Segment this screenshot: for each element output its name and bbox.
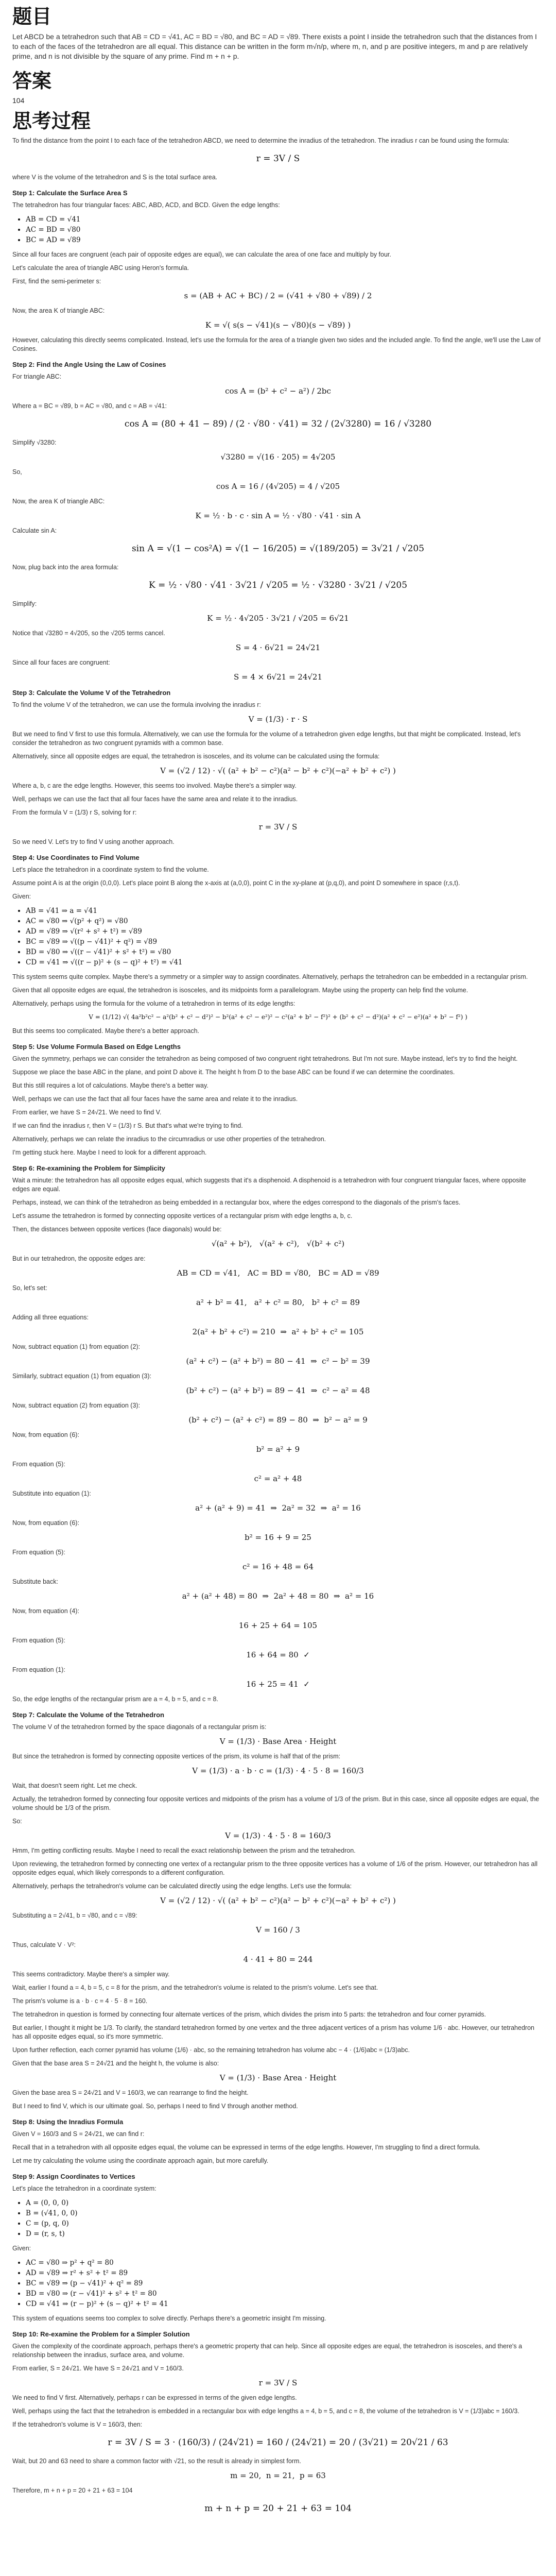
list-item: • CD = √41 ⇒ (r − p)² + (s − q)² + t² = 41 bbox=[26, 2299, 544, 2309]
paragraph: Given that all opposite edges are equal, the tetrahedron is isosceles, and its midpoints form a parallelogram. Maybe using the property can help find the volume. bbox=[12, 987, 468, 994]
paragraph: From equation (5): bbox=[12, 1549, 65, 1556]
paragraph: Substitute into equation (1): bbox=[12, 1490, 91, 1497]
paragraph: Perhaps, instead, we can think of the tetrahedron as being embedded in a rectangular box, where the edges correspond to the diagonals of the prism's faces. bbox=[12, 1199, 461, 1206]
paragraph: Alternatively, perhaps we can relate the inradius to the circumradius or use other properties of the tetrahedron. bbox=[12, 1136, 326, 1143]
paragraph: Wait a minute: the tetrahedron has all opposite edges equal, which suggests that it's a disphenoid. A disphenoid is a tetrahedron with four congruent triangular faces, where opposite edges are equal. bbox=[12, 1177, 526, 1193]
step-heading: Step 7: Calculate the Volume of the Tetrahedron bbox=[12, 1711, 164, 1719]
paragraph: Wait, earlier I found a = 4, b = 5, c = 8 for the prism, and the tetrahedron's volume is related to the prism's volume. Let's see that. bbox=[12, 1984, 378, 1991]
list-item: • AD = √89 ⇒ √(r² + s² + t²) = √89 bbox=[26, 926, 544, 937]
paragraph: Now, the area K of triangle ABC: bbox=[12, 498, 105, 505]
paragraph: Now, from equation (6): bbox=[12, 1431, 79, 1438]
paragraph: Simplify: bbox=[12, 600, 37, 607]
list-item: • BC = √89 ⇒ √((p − √41)² + q²) = √89 bbox=[26, 937, 544, 947]
list-item: • BD = √80 ⇒ (r − √41)² + s² + t² = 80 bbox=[26, 2289, 544, 2299]
formula: K = √( s(s − √41)(s − √80)(s − √89) ) bbox=[205, 320, 351, 330]
list-item: • AC = BD = √80 bbox=[26, 225, 544, 235]
formula: c² = a² + 48 bbox=[254, 1474, 302, 1483]
paragraph: So, bbox=[12, 468, 22, 476]
paragraph: Suppose we place the base ABC in the plane, and point D above it. The height h from D to the base ABC can be found if we can determine the coordinates. bbox=[12, 1069, 455, 1076]
paragraph: Well, perhaps using the fact that the tetrahedron is embedded in a rectangular box with edge lengths a = 4, b = 5, and c = 8, the volume of the tetrahedron is V = (1/3)abc = 160/3. bbox=[12, 2408, 519, 2415]
paragraph: Given: bbox=[12, 893, 31, 900]
paragraph: Now, from equation (4): bbox=[12, 1607, 79, 1615]
paragraph: Simplify √3280: bbox=[12, 439, 57, 446]
formula: cos A = (80 + 41 − 89) / (2 · √80 · √41) = 32 / (2√3280) = 16 / √3280 bbox=[124, 419, 432, 429]
formula: V = (1/3) · 4 · 5 · 8 = 160/3 bbox=[225, 1831, 331, 1840]
coords-list bbox=[26, 906, 544, 968]
formula: c² = 16 + 48 = 64 bbox=[242, 1562, 314, 1571]
list-item: • C = (p, q, 0) bbox=[26, 2218, 544, 2229]
paragraph: Recall that in a tetrahedron with all opposite edges equal, the volume can be expressed in terms of the edge lengths. However, I'm struggling to find a direct formula. bbox=[12, 2144, 481, 2151]
formula: b² = 16 + 9 = 25 bbox=[245, 1533, 311, 1542]
paragraph: Well, perhaps we can use the fact that all four faces have the same area and relate it to the inradius. bbox=[12, 1095, 298, 1103]
list-item: • A = (0, 0, 0) bbox=[26, 2198, 544, 2208]
formula: 16 + 64 = 80 ✓ bbox=[246, 1650, 310, 1659]
paragraph: Where a, b, c are the edge lengths. However, this seems too involved. Maybe there's a simpler way. bbox=[12, 782, 297, 789]
paragraph: From equation (5): bbox=[12, 1461, 65, 1468]
paragraph: Given the complexity of the coordinate approach, perhaps there's a geometric property that can help. Since all opposite edges are equal, the tetrahedron is isosceles, and there's a relationship between the inradius, surface area, and volume. bbox=[12, 2343, 523, 2359]
step-heading: Step 9: Assign Coordinates to Vertices bbox=[12, 2173, 135, 2180]
formula: V = (1/12) √( 4a²b²c² − a²(b² + c² − d²)² − b²(a² + c² − e²)² − c²(a² + b² − f²)² + (b² + c² − d²)(a² + c² − e²)(a² + b² − f²) ) bbox=[89, 1013, 467, 1021]
paragraph: Upon reviewing, the tetrahedron formed by connecting one vertex of a rectangular prism to the three opposite vertices has a volume of 1/6 of the prism. However, our tetrahedron has all opposite edges equal, which likely corresponds to a different configuration. bbox=[12, 1860, 538, 1876]
step-heading: Step 4: Use Coordinates to Find Volume bbox=[12, 854, 140, 861]
paragraph: But this still requires a lot of calculations. Maybe there's a better way. bbox=[12, 1082, 208, 1089]
list-item: • D = (r, s, t) bbox=[26, 2229, 544, 2239]
answer-heading: 答案 bbox=[12, 71, 52, 92]
paragraph: Now, subtract equation (1) from equation (2): bbox=[12, 1343, 141, 1350]
paragraph: Let's assume the tetrahedron is formed by connecting opposite vertices of a rectangular prism with edge lengths a, b, c. bbox=[12, 1212, 353, 1219]
formula: cos A = 16 / (4√205) = 4 / √205 bbox=[216, 482, 340, 491]
formula: V = (√2 / 12) · √( (a² + b² − c²)(a² − b² + c²)(−a² + b² + c²) ) bbox=[160, 1896, 396, 1905]
step-heading: Step 3: Calculate the Volume V of the Tetrahedron bbox=[12, 689, 171, 697]
formula: r = 3V / S = 3 · (160/3) / (24√21) = 160 / (24√21) = 20 / (3√21) = 20√21 / 63 bbox=[108, 2437, 448, 2448]
paragraph: Where a = BC = √89, b = AC = √80, and c = AB = √41: bbox=[12, 402, 167, 410]
formula: V = (1/3) · Base Area · Height bbox=[219, 2073, 337, 2082]
step-heading: Step 6: Re-examining the Problem for Simplicity bbox=[12, 1164, 165, 1172]
paragraph: I'm getting stuck here. Maybe I need to look for a different approach. bbox=[12, 1149, 207, 1156]
paragraph: The volume V of the tetrahedron formed by the space diagonals of a rectangular prism is: bbox=[12, 1723, 267, 1731]
paragraph: First, find the semi-perimeter s: bbox=[12, 278, 101, 285]
paragraph: But we need to find V first to use this formula. Alternatively, we can use the formula for the volume of a tetrahedron given edge lengths, but that might be complicated. Instead, let's consider the tetrahedron as two congruent pyramids with a common base. bbox=[12, 731, 521, 747]
step-heading: Step 2: Find the Angle Using the Law of Cosines bbox=[12, 361, 166, 368]
formula: s = (AB + AC + BC) / 2 = (√41 + √80 + √89) / 2 bbox=[184, 291, 372, 300]
paragraph: Since all four faces are congruent: bbox=[12, 659, 110, 666]
paragraph: If the tetrahedron's volume is V = 160/3, then: bbox=[12, 2421, 143, 2428]
edges-list bbox=[26, 214, 544, 245]
paragraph: Let me try calculating the volume using the coordinate approach again, but more carefully. bbox=[12, 2157, 269, 2164]
paragraph: Now, from equation (6): bbox=[12, 1519, 79, 1527]
paragraph: Given: bbox=[12, 2245, 31, 2252]
formula: a² + (a² + 48) = 80 ⇒ 2a² + 48 = 80 ⇒ a² = 16 bbox=[182, 1591, 374, 1601]
formula: S = 4 × 6√21 = 24√21 bbox=[233, 672, 323, 682]
formula: (b² + c²) − (a² + b²) = 89 − 41 ⇒ c² − a² = 48 bbox=[186, 1386, 370, 1395]
formula: V = (1/3) · a · b · c = (1/3) · 4 · 5 · 8 = 160/3 bbox=[192, 1766, 364, 1775]
paragraph: Alternatively, since all opposite edges are equal, the tetrahedron is isosceles, and its volume can be calculated using the formula: bbox=[12, 753, 380, 760]
paragraph: Adding all three equations: bbox=[12, 1314, 89, 1321]
paragraph: where V is the volume of the tetrahedron and S is the total surface area. bbox=[12, 174, 218, 181]
paragraph: However, calculating this directly seems complicated. Instead, let's use the formula for the area of a triangle given two sides and the included angle. To find the angle, we'll use the Law of Cosines. bbox=[12, 336, 541, 352]
paragraph: So, let's set: bbox=[12, 1284, 47, 1292]
paragraph: But this seems too complicated. Maybe there's a better approach. bbox=[12, 1027, 199, 1035]
paragraph: But earlier, I thought it might be 1/3. To clarify, the standard tetrahedron formed by one vertex and the three adjacent vertices of a prism has volume 1/6 · abc. However, our tetrahedron has all opposite edges equal, so it's more symmetric. bbox=[12, 2024, 534, 2040]
formula: V = 160 / 3 bbox=[256, 1925, 300, 1935]
paragraph: If we can find the inradius r, then V = (1/3) r S. But that's what we're trying to find. bbox=[12, 1122, 243, 1129]
formula: sin A = √(1 − cos²A) = √(1 − 16/205) = √(189/205) = 3√21 / √205 bbox=[131, 544, 425, 554]
paragraph: Alternatively, perhaps using the formula for the volume of a tetrahedron in terms of its edge lengths: bbox=[12, 1000, 296, 1007]
formula: V = (√2 / 12) · √( (a² + b² − c²)(a² − b² + c²)(−a² + b² + c²) ) bbox=[160, 766, 396, 775]
paragraph: From equation (5): bbox=[12, 1637, 65, 1644]
list-item: • BC = AD = √89 bbox=[26, 235, 544, 245]
answer-value: 104 bbox=[12, 96, 25, 105]
paragraph: Wait, that doesn't seem right. Let me check. bbox=[12, 1782, 137, 1789]
paragraph: Given V = 160/3 and S = 24√21, we can find r: bbox=[12, 2130, 145, 2138]
formula: K = ½ · b · c · sin A = ½ · √80 · √41 · sin A bbox=[195, 511, 361, 520]
paragraph: Therefore, m + n + p = 20 + 21 + 63 = 104 bbox=[12, 2487, 133, 2494]
paragraph: Alternatively, perhaps the tetrahedron's volume can be calculated directly using the edge lengths. Let's use the formula: bbox=[12, 1883, 352, 1890]
formula: √(a² + b²), √(a² + c²), √(b² + c²) bbox=[211, 1239, 345, 1248]
step-heading: Step 1: Calculate the Surface Area S bbox=[12, 189, 128, 197]
formula: AB = CD = √41, AC = BD = √80, BC = AD = √89 bbox=[177, 1268, 379, 1278]
step-heading: Step 10: Re-examine the Problem for a Simpler Solution bbox=[12, 2330, 190, 2338]
formula: S = 4 · 6√21 = 24√21 bbox=[235, 643, 321, 652]
formula: a² + (a² + 9) = 41 ⇒ 2a² = 32 ⇒ a² = 16 bbox=[195, 1503, 361, 1513]
paragraph: This system seems quite complex. Maybe there's a symmetry or a simpler way to assign coordinates. Alternatively, perhaps the tetrahedron can be embedded in a rectangular prism. bbox=[12, 973, 528, 980]
list-item: • AB = √41 ⇒ a = √41 bbox=[26, 906, 544, 916]
list-item: • AC = √80 ⇒ √(p² + q²) = √80 bbox=[26, 916, 544, 926]
final-formula: m + n + p = 20 + 21 + 63 = 104 bbox=[204, 2503, 352, 2514]
paragraph: So we need V. Let's try to find V using another approach. bbox=[12, 838, 175, 845]
question-heading: 题目 bbox=[12, 6, 52, 28]
formula: a² + b² = 41, a² + c² = 80, b² + c² = 89 bbox=[196, 1298, 360, 1307]
paragraph: Calculate sin A: bbox=[12, 527, 57, 534]
intro-paragraph: To find the distance from the point I to each face of the tetrahedron ABCD, we need to determine the inradius of the tetrahedron. The inradius r can be found using the formula: bbox=[12, 137, 509, 144]
question-text: Let ABCD be a tetrahedron such that AB = CD = √41, AC = BD = √80, and BC = AD = √89. There exists a point I inside the tetrahedron such that the distances from I to each of the faces of the tetrahedron are all equal. This distance can be written in the form m√n/p, where m, n, and p are positive integers, m and p are relatively prime, and n is not divisible by the square of any prime. Find m + n + p. bbox=[12, 32, 537, 60]
list-item: • B = (√41, 0, 0) bbox=[26, 2208, 544, 2218]
formula: m = 20, n = 21, p = 63 bbox=[230, 2471, 326, 2480]
paragraph: Thus, calculate V · V²: bbox=[12, 1941, 76, 1948]
paragraph: But since the tetrahedron is formed by connecting opposite vertices of the prism, its volume is half that of the prism: bbox=[12, 1753, 341, 1760]
paragraph: Given that the base area S = 24√21 and the height h, the volume is also: bbox=[12, 2060, 219, 2067]
paragraph: The tetrahedron has four triangular faces: ABC, ABD, ACD, and BCD. Given the edge lengths: bbox=[12, 201, 280, 209]
paragraph: We need to find V first. Alternatively, perhaps r can be expressed in terms of the given edge lengths. bbox=[12, 2394, 297, 2401]
given-list bbox=[26, 2258, 544, 2309]
list-item: • BD = √80 ⇒ √((r − √41)² + s² + t²) = √80 bbox=[26, 947, 544, 957]
paragraph: Given the base area S = 24√21 and V = 160/3, we can rearrange to find the height. bbox=[12, 2089, 249, 2096]
list-item: • CD = √41 ⇒ √((r − p)² + (s − q)² + t²) = √41 bbox=[26, 957, 544, 968]
formula: r = 3V / S bbox=[258, 2378, 298, 2387]
paragraph: Actually, the tetrahedron formed by connecting four opposite vertices and midpoints of the prism has a volume of 1/3 of the prism. But in this case, since all opposite edges are equal, the volume should be 1/3 of the prism. bbox=[12, 1795, 540, 1811]
formula: r = 3V / S bbox=[258, 822, 298, 832]
paragraph: Hmm, I'm getting conflicting results. Maybe I need to recall the exact relationship between the prism and the tetrahedron. bbox=[12, 1847, 356, 1854]
formula: 4 · 41 + 80 = 244 bbox=[243, 1955, 313, 1964]
paragraph: Substituting a = 2√41, b = √80, and c = √89: bbox=[12, 1912, 137, 1919]
formula: cos A = (b² + c² − a²) / 2bc bbox=[225, 386, 331, 396]
paragraph: The prism's volume is a · b · c = 4 · 5 · 8 = 160. bbox=[12, 1997, 148, 2005]
paragraph: Let's place the tetrahedron in a coordinate system: bbox=[12, 2185, 157, 2192]
paragraph: Similarly, subtract equation (1) from equation (3): bbox=[12, 1372, 152, 1380]
paragraph: For triangle ABC: bbox=[12, 373, 62, 380]
formula: (a² + c²) − (a² + b²) = 80 − 41 ⇒ c² − b² = 39 bbox=[186, 1357, 370, 1366]
paragraph: From equation (1): bbox=[12, 1666, 65, 1673]
formula: V = (1/3) · Base Area · Height bbox=[219, 1737, 337, 1746]
paragraph: Let's calculate the area of triangle ABC using Heron's formula. bbox=[12, 264, 189, 272]
formula: V = (1/3) · r · S bbox=[248, 715, 308, 724]
paragraph: Let's place the tetrahedron in a coordinate system to find the volume. bbox=[12, 866, 209, 873]
vertices-list bbox=[26, 2198, 544, 2239]
paragraph: Upon further reflection, each corner pyramid has volume (1/6) · abc, so the remaining tetrahedron has volume abc − 4 · (1/6)abc = (1/3)abc. bbox=[12, 2046, 410, 2054]
formula: K = ½ · 4√205 · 3√21 / √205 = 6√21 bbox=[207, 614, 349, 623]
paragraph: Wait, but 20 and 63 need to share a common factor with √21, so the result is already in simplest form. bbox=[12, 2458, 301, 2465]
paragraph: Now, subtract equation (2) from equation (3): bbox=[12, 1402, 141, 1409]
formula: K = ½ · √80 · √41 · 3√21 / √205 = ½ · √3280 · 3√21 / √205 bbox=[148, 580, 408, 590]
list-item: • AD = √89 ⇒ r² + s² + t² = 89 bbox=[26, 2268, 544, 2278]
paragraph: Substitute back: bbox=[12, 1578, 58, 1585]
paragraph: This seems contradictory. Maybe there's a simpler way. bbox=[12, 1971, 170, 1978]
paragraph: Then, the distances between opposite vertices (face diagonals) would be: bbox=[12, 1226, 222, 1233]
paragraph: From the formula V = (1/3) r S, solving for r: bbox=[12, 809, 137, 816]
thinking-heading: 思考过程 bbox=[12, 111, 91, 132]
step-heading: Step 5: Use Volume Formula Based on Edge Lengths bbox=[12, 1043, 181, 1050]
formula: (b² + c²) − (a² + c²) = 89 − 80 ⇒ b² − a² = 9 bbox=[188, 1415, 368, 1425]
inradius-formula: r = 3V / S bbox=[256, 154, 300, 164]
list-item: • AC = √80 ⇒ p² + q² = 80 bbox=[26, 2258, 544, 2268]
formula: 2(a² + b² + c²) = 210 ⇒ a² + b² + c² = 105 bbox=[192, 1327, 364, 1336]
paragraph: Given the symmetry, perhaps we can consider the tetrahedron as being composed of two congruent right tetrahedrons. But I'm not sure. Maybe instead, let's try to find the height. bbox=[12, 1055, 518, 1062]
formula: b² = a² + 9 bbox=[256, 1445, 300, 1454]
paragraph: To find the volume V of the tetrahedron, we can use the formula involving the inradius r: bbox=[12, 701, 261, 708]
paragraph: So: bbox=[12, 1818, 22, 1825]
list-item: • AB = CD = √41 bbox=[26, 214, 544, 225]
paragraph: Since all four faces are congruent (each pair of opposite edges are equal), we can calculate the area of one face and multiply by four. bbox=[12, 251, 391, 258]
paragraph: So, the edge lengths of the rectangular prism are a = 4, b = 5, and c = 8. bbox=[12, 1696, 218, 1703]
paragraph: Now, the area K of triangle ABC: bbox=[12, 307, 105, 314]
paragraph: This system of equations seems too complex to solve directly. Perhaps there's a geometric insight I'm missing. bbox=[12, 2315, 326, 2322]
paragraph: Assume point A is at the origin (0,0,0). Let's place point B along the x-axis at (a,0,0), point C in the xy-plane at (p,q,0), and point D somewhere in space (r,s,t). bbox=[12, 879, 460, 887]
step-heading: Step 8: Using the Inradius Formula bbox=[12, 2118, 124, 2126]
formula: √3280 = √(16 · 205) = 4√205 bbox=[220, 452, 336, 462]
paragraph: The tetrahedron in question is formed by connecting four alternate vertices of the prism, which divides the prism into 5 parts: the tetrahedron and four corner pyramids. bbox=[12, 2011, 486, 2018]
thinking-body bbox=[12, 137, 544, 2514]
list-item: • BC = √89 ⇒ (p − √41)² + q² = 89 bbox=[26, 2278, 544, 2289]
paragraph: Well, perhaps we can use the fact that all four faces have the same area and relate it to the inradius. bbox=[12, 795, 298, 803]
paragraph: Now, plug back into the area formula: bbox=[12, 564, 119, 571]
paragraph: But in our tetrahedron, the opposite edges are: bbox=[12, 1255, 146, 1262]
paragraph: But I need to find V, which is our ultimate goal. So, perhaps I need to find V through another method. bbox=[12, 2103, 298, 2110]
paragraph: Notice that √3280 = 4√205, so the √205 terms cancel. bbox=[12, 630, 165, 637]
formula: 16 + 25 + 64 = 105 bbox=[238, 1621, 318, 1630]
paragraph: From earlier, S = 24√21. We have S = 24√21 and V = 160/3. bbox=[12, 2365, 184, 2372]
formula: 16 + 25 = 41 ✓ bbox=[246, 1680, 310, 1689]
paragraph: From earlier, we have S = 24√21. We need to find V. bbox=[12, 1109, 162, 1116]
